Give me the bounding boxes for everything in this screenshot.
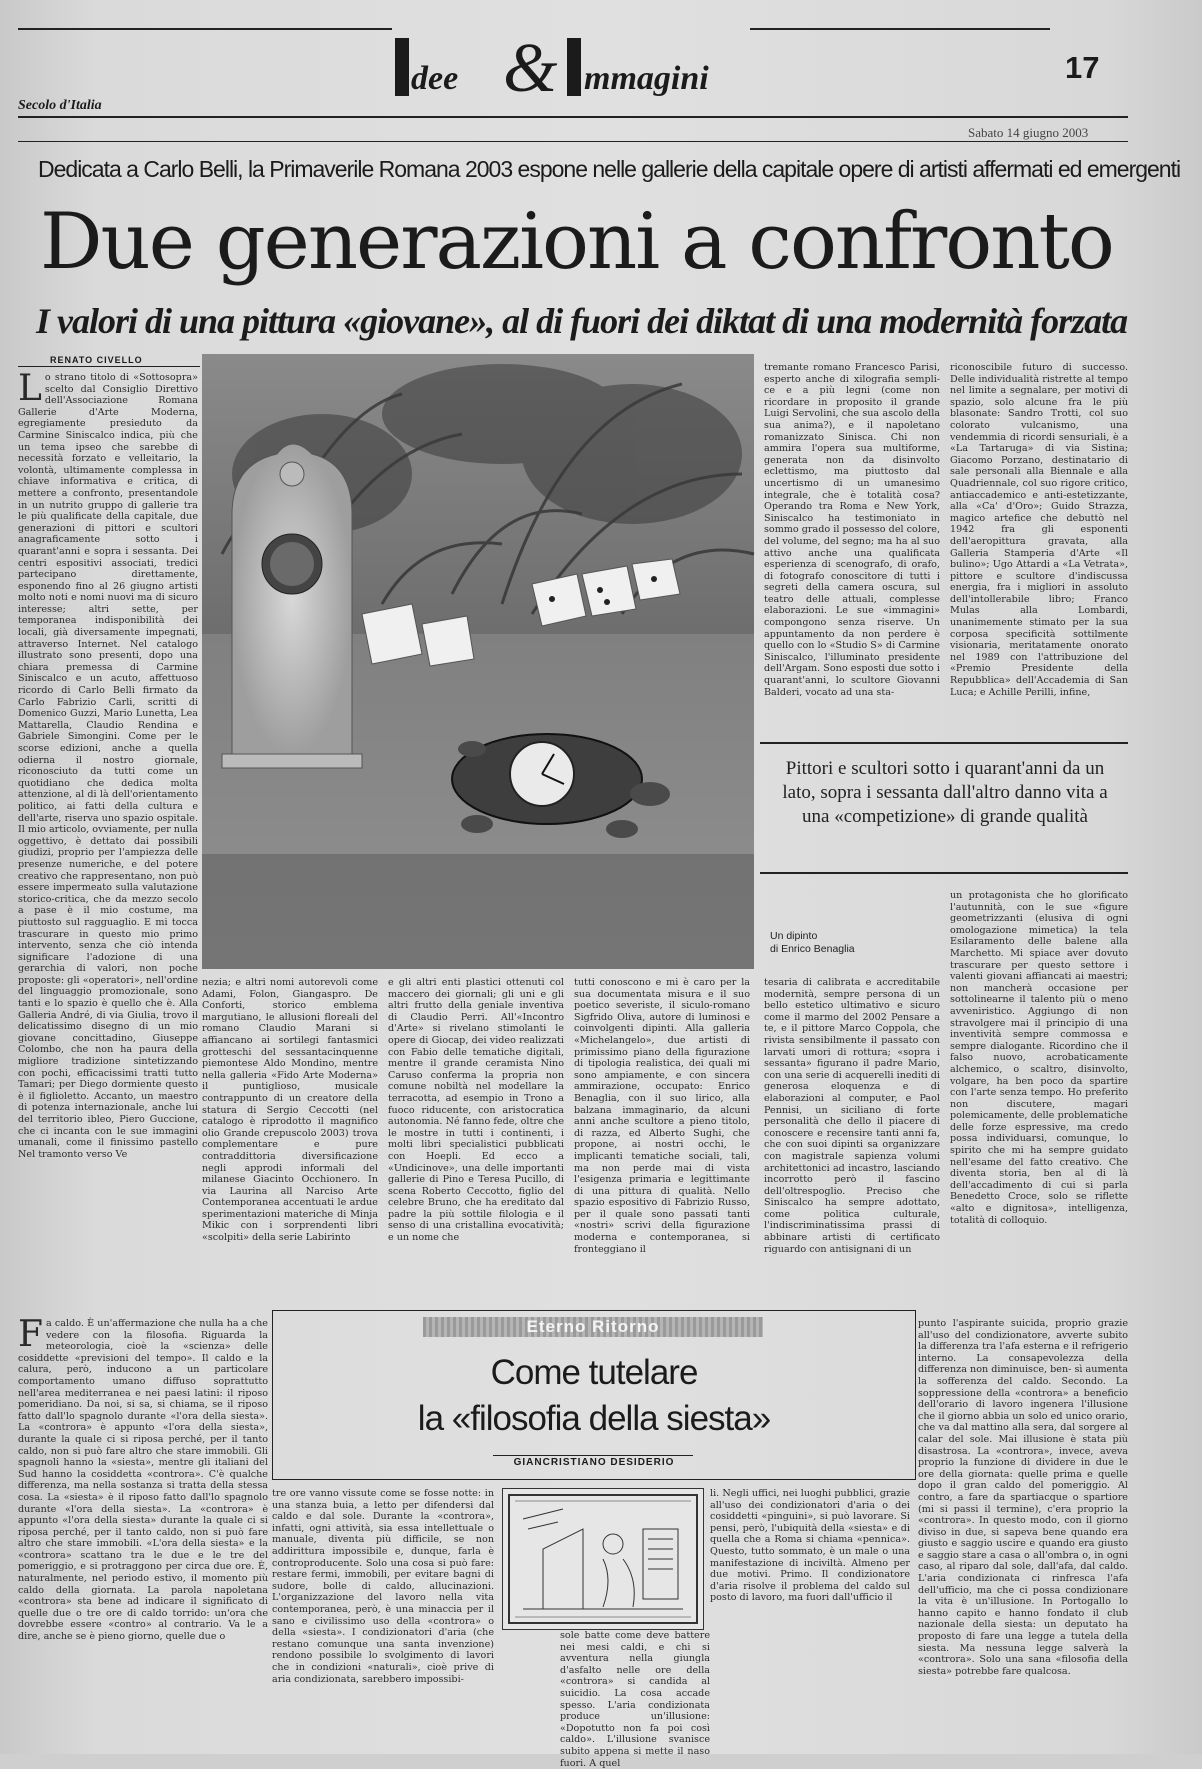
sidebar-column-4 (918, 1318, 1128, 1748)
caption-line-1: Un dipinto (770, 930, 818, 942)
col6-text: riconoscibile futuro di successo. Delle individualità ristrette al tempo nel limite a segnalare, per motivi di spazio, solo alcune fra le più blasonate: Sandro Trotti, col suo colorato vulcanismo, una vendemmia di ricordi sensuriali, è a «La Tartaruga» di via Sistina; Giacomo Porzano, destinatario di sale personali alla Biennale e alla Quadriennale, col suo rigore critico, antiaccademico e anti-estetizzante, alla «Ca' d'Oro»; Guido Strazza, magico artefice che debuttò nel 1942 fra gli esponenti dell'aeropittura gravata, alla Galleria Stamperia d'Arte «Il bulino»; Ugo Attardi a «La Vetrata», pittore e scultore d'indiscussa energia, fra i migliori in assoluto dell'intollerabile libro; Franco Mulas alla Lombardi, unanimemente stimato per la sua corposa specificità sottilmente visionaria, meritatamente onorato nel 1989 con l'attribuzione del «Premio Presidente della Repubblica» dell'Accademia di San Luca; e Achille Perilli, infine, (950, 362, 1128, 698)
sidebar-title-box (272, 1310, 916, 1480)
col4-text: tutti conoscono e mi è caro per la sua documentata misura e il suo poetico severiste, il siculo-romano Sigfrido Oliva, autore di luminosi e coinvolgenti dipinti. Alla galleria «Michelangelo», due artisti di primissimo piano della figurazione di tipologia realistica, dei quali mi sono ampiamente, e con sincera ammirazione, occupato: Enrico Benaglia, con il suo lirico, alla balzana immaginario, da alcuni anni anche scultore a pieno titolo, di razza, ed Alberto Sughi, che propone, ai nostri occhi, le implicanti tematiche sociali, tali, ma non perde mai di vista l'esigenza primaria e legittimante di una pittura di qualità. Nello spazio espositivo di Fabrizio Russo, per il quale sono passati tanti «nostri» scrivi della figurazione moderna e contemporanea, si fronteggiano il (574, 977, 750, 1255)
dropcap-f: F (18, 1314, 43, 1355)
article-column-6 (950, 362, 1128, 732)
article-column-2 (202, 977, 378, 1363)
sidebar-col2-text: tre ore vanno vissute come se fosse notte: in una stanza buia, a letto per difendersi dal caldo e dal sole. Durante la «controra», infatti, ogni attività, sia essa intellettuale o manuale, diventa più difficile, se non addirittura impossibile e, dunque, farla è controproducente. Solo una cosa si può fare: restare fermi, immobili, per evitare bagni di sudore, bolle di caldo, allucinazioni. L'organizzazione del lavoro nella vita contemporanea, però, è una minaccia per il sano e civilissimo uso della «controra» o della «siesta». I condizionatori d'aria (che restano comunque una santa invenzione) rendono possibile lo svolgimento di lavori che in condizioni «naturali», cioè prive di aria condizionata, sarebbero impossibi- (272, 1488, 494, 1685)
painting-photo (202, 354, 754, 969)
article-column-1 (18, 368, 198, 1364)
sidebar-col3-text: li. Negli uffici, nei luoghi pubblici, grazie all'uso dei condizionatori d'aria o dei cosiddetti «pinguini», si può lavorare. Si pensi, però, l'ubiquità della «siesta» e di quella che a Roma si chiama «pennica». Questo, tutto sommato, è un male o una manifestazione di inciviltà. Almeno per due motivi. Primo. Il condizionatore d'aria risolve il problema del caldo sul posto di lavoro, ma fuori dall'ufficio il (710, 1488, 910, 1604)
byline-rule (493, 1455, 693, 1456)
woodcut-illustration (502, 1488, 704, 1630)
author-byline: RENATO CIVELLO (50, 355, 143, 365)
section-bar-left (395, 38, 409, 96)
pull-quote: Pittori e scultori sotto i quarant'anni da un lato, sopra i sessanta dall'altro danno vita a una «competizione» di grande qualità (782, 758, 1108, 827)
sidebar-column-3 (710, 1488, 910, 1748)
col2-text: nezia; e altri nomi autorevoli come Adami, Folon, Giangaspro. De Conforti, storico emblema margutiano, le allusioni floreali del romano Claudio Marani si affiancano ai sortilegi fantasmici grotteschi del sessantacinquenne piemontese Aldo Mondino, mentre nella galleria «Fido Arte Moderna» il puntiglioso, musicale contrappunto di un creatore della statura di Sergio Ceccotti (nel catalogo è riprodotto il magnifico olio Grande crepuscolo 2003) trova complementare e pure contraddittoria diversificazione negli approdi informali del milanese Giacinto Occhionero. In via Laurina all Narciso Arte Contemporanea accentuati le ardue sperimentazioni materiche di Minja Mikic con i sorprendenti libri «scolpiti» della serie Labirinto (202, 977, 378, 1244)
main-headline: Due generazioni a confronto (40, 197, 1113, 287)
photo-caption (770, 930, 930, 956)
section-word-2: mmagini (584, 60, 709, 97)
rubric-label: Eterno Ritorno (526, 1317, 660, 1336)
article-column-3 (388, 977, 564, 1363)
painting-illustration (202, 354, 754, 969)
header-rule-long (18, 116, 1128, 118)
sidebar-headline-line-1: Come tutelare (490, 1353, 698, 1392)
newspaper-masthead: Secolo d'Italia (18, 98, 102, 113)
section-bar-right (567, 38, 581, 96)
article-column-5b (764, 977, 940, 1363)
sidebar-col1-text: a caldo. È un'affermazione che nulla ha a che vedere con la filosofia. Riguarda la meteorologia, cioè la «scienza» delle cosiddette «previsioni del tempo». Il caldo e la calura, però, inducono a un particolare comportamento umano diffuso soprattutto nell'area mediterranea e nei paesi latini: il riposo pomeridiano. Da noi, si sa, si chiama, se il riposo fatto dall'lo spagnolo durante «l'ora della siesta». La «controra» è appunto «l'ora della siesta», durante la quale ci si riposa perché, per il tanto caldo, non si può fare altro che stare immobili. Gli spagnoli hanno la «siesta», mentre gli italiani del Sud hanno la cosiddetta «controra». C'è qualche differenza, ma nella sostanza si tratta della stessa cosa. La «siesta» è il riposo fatto dall'lo spagnolo durante «l'ora della siesta». La «controra» è appunto «l'ora della siesta» durante la quale ci si riposa perché, per il tanto caldo, non si può fare altro che stare immobili. «L'ora della siesta» e la «controra» scattano tra le due e le tre del pomeriggio, e si protraggono per circa due ore. È, naturalmente, nel periodo estivo, il momento più caldo della giornata. La parola napoletana «controra» sta bene ad indicare il significato di quelle due o tre ore di caldo torrido: un'ora che dovrebbe essere «contro» al contrario. Va le a dire, anche se è pieno giorno, quelle due o (18, 1318, 268, 1643)
sidebar-headline-line-2: la «filosofia della siesta» (417, 1399, 771, 1438)
clock-tower (222, 444, 362, 768)
issue-date: Sabato 14 giugno 2003 (968, 125, 1089, 140)
article-column-5 (764, 362, 940, 732)
col5-text: tremante romano Francesco Parisi, esperto anche di xilografia sempli‑ ce e a più legni (come non ricordare in proposito il grande Luigi Servolini, che sua ascolo della sua anima?), e il napoletano romanizzato Sinisca. Chi non ammira l'opera sua multiforme, generata non da disinvolto eclettismo, ma piuttosto dal uncertismo di un umanesimo integrale, che è totalità cosa? Operando tra Roma e New York, Siniscalco ha testimoniato in sommo grado il possesso del colore, del volume, del segno; ma ha al suo attivo anche una qualificata esperienza di scenografo, di orafo, di fotografo conoscitore di tutti i segreti della camera oscura, sul teatro delle attuali, complesse elaborazioni. Le sue «immagini» compongono senza riserve. Un appuntamento da non perdere è quello con lo «Studio S» di Carmine Siniscalco, l'illuminato presidente dell'Argam. Sono esposti due sotto i quarant'anni, lo scultore Giovanni Balderi, vocato ad una sta- (764, 362, 940, 698)
dropcap-l: L (18, 368, 42, 409)
article-column-6b (950, 890, 1128, 1360)
col3-text: e gli altri enti plastici ottenuti col maccero dei giornali; gli uni e gli altri frutto della geniale inventiva di Claudio Perri. All'«Incontro d'Arte» si rivelano stimolanti le opere di Giocap, dei video realizzati con Fabio delle tematiche digitali, mentre il grande ceramista Nino Caruso conferma la propria non comune nobiltà nel modellare la terracotta, ad esempio in Trono a fuoco riducente, con aristocratica autonomia. Né fanno fede, oltre che le mostre in tutti i continenti, i molti libri specialistici pubblicati con Hoepli. Ed ecco a «Undicinove», una delle importanti gallerie di Pino e Teresa Pucillo, di scena Roberto Ceccotto, figlio del celebre Bruno, che ha ereditato dal padre la più sottile filologia e il senso di una cristallina evocatività; e un nome che (388, 977, 564, 1244)
header-rule-thin (18, 141, 1128, 142)
col6b-text: un protagonista che ho glorificato l'autunnità, con le sue «figure geometrizzanti (elusiva di ogni omologazione mimetica) la tela Esilaramento delle balene alla Marchetto. Mi spiace aver dovuto trascurare per questo settore i valenti giovani affiancati ai maestri; non mancherà occasione per sottolinearne il talento più o meno avveniristico. Aggiungo di non stravolgere mai il principio di una inventività sempre commossa e sempre dialogante. Ricordino che il falso nuovo, acrobaticamente alchemico, o scaltro, disinvolto, volgare, ha ben poco da spartire con l'arte senza tempo. Ho preferito non discutere, magari polemicamente, delle problematiche delle forze espressive, ma credo possa individuarsi, comunque, lo spirito che mi ha sempre guidato nell'esame del fatto creativo. Che diventa storia, ben al di là dell'accadimento di cui si parla Benedetto Croce, solo se riflette «alto e dignitosa», intelligenza, totalità di colloquio. (950, 890, 1128, 1226)
caption-line-2: di Enrico Benaglia (770, 943, 855, 955)
pullquote-rule-top (760, 742, 1128, 744)
header-rule-right (750, 28, 1050, 30)
ampersand: & (503, 30, 558, 107)
sidebar-author: GIANCRISTIANO DESIDERIO (513, 1457, 675, 1468)
sidebar-col3b-text: sole batte come deve battere nei mesi caldi, e chi si avventura nella giungla d'asfalto nelle ore della «controra» si candida al suicidio. La cosa accade spesso. L'aria condizionata produce un'illusione: «Dopotutto non fa poi così caldo». L'illusione svanisce subito appena si mette il naso fuori. A quel (560, 1630, 710, 1769)
subheadline: I valori di una pittura «giovane», al di fuori dei diktat di una modernità forzata (36, 301, 1128, 341)
section-title (395, 30, 755, 110)
col5b-text: tesaria di calibrata e accreditabile modernità, sempre persona di un bello estetico ultimativo e sicuro come il marmo del 2002 Pensare a te, e il pittore Marco Coppola, che rivista sensibilmente il passato con larvati umori di rottura; «sopra i sessanta» figurano il padre Mario, con una serie di acquerelli inediti di generosa eloquenza e di elaborazioni al computer, e Paol Pennisi, un siciliano di forte personalità che dello il piacere di conoscere e recensire tanti anni fa, che con suoi dipinti sa organizzare con magistrale sapienza volumi architettonici ad incastro, lasciando incorrotto però il fascino dell'oltrespoglio. Preciso che Siniscalco ha sempre adottato, come politica culturale, l'indiscriminatissima prassi di abbinare artisti di certificato riguardo con antisignani di un (764, 977, 940, 1255)
woodcut-svg (503, 1489, 703, 1629)
section-word-1: dee (411, 60, 459, 97)
page-number: 17 (1065, 50, 1100, 85)
article-column-4 (574, 977, 750, 1363)
sidebar-col4-text: punto l'aspirante suicida, proprio grazie all'uso del condizionatore, avverte subito la differenza tra l'afa esterna e il refrigerio interno. La consapevolezza della differenza non diminuisce, ben‑ sì aumenta la sofferenza del caldo. Secondo. La soppressione della «controra» a beneficio dell'orario di lavoro ingenera l'illusione che il giorno abbia un solo ed unico orario, che va dal mattino alla sera, dal sorgere al calar del sole. Mai illusione è stata più disastrosa. La «controra», invece, aveva proprio la funzione di dividere in due le ore della giornata: quelle prima e quelle dopo il gran caldo del pomeriggio. Al contro, a fare da spartiacque o spartiore (mi si passi il termine), c'era proprio la «controra». In questo modo, con il giorno diviso in due, si sapeva bene quando era giusto e saggio uscire e quando era giusto e saggio stare a casa o all'ombra o, in ogni caso, al riparo dal sole, dall'afa, dal caldo. L'aria condizionata ci rinfresca l'afa dell'ufficio, ma che ci possa condizionare la vita è un'illusione. In Portogallo lo hanno capito e hanno fondato il club nazionale della siesta: un deputato ha proposto di fare una legge a tutela della siesta. Ma nessuna legge salverà la «controra». Solo una sana «filosofia della siesta» potrebbe fare qualcosa. (918, 1318, 1128, 1677)
overline: Dedicata a Carlo Belli, la Primaverile Romana 2003 espone nelle gallerie della capitale opere di artisti affermati ed emergenti (38, 156, 1181, 182)
sidebar-column-3b (560, 1630, 710, 1769)
col1-text: o strano titolo di «Sottosopra» scelto dal Consiglio Direttivo dell'Associazione Romana Gallerie d'Arte Moderna, egregiamente presieduto da Carmine Siniscalco indica, più che un tema ipseo che sarebbe di necessità forzato e velleitario, la volontà, ultimamente complessa in chiave informativa e critica, di mettere a confronto, presentandole in un nutrito gruppo di gallerie tra le più qualificate della capitale, due generazioni di pittori e scultori anagraficamente sotto i quarant'anni e sopra i sessanta. Dei centri espositivi associati, tredici partecipano direttamente, esponendo fino al 26 giugno artisti molto noti e nomi nuovi ma di sicuro interesse; altri sette, per temporanea indisponibilità dei locali, già diversamente impegnati, attraverso Internet. Nel catalogo illustrato sono presenti, dopo una chiara premessa di Carmine Siniscalco e un acuto, affettuoso ricordo di Carlo Belli firmato da Carlo Fabrizio Carli, scritti di Domenico Guzzi, Mario Lunetta, Lea Mattarella, Claudio Rendina e Gabriele Simongini. Come per le scorse edizioni, anche a quella odierna il nostro giornale, riconosciuto da tutti come un quotidiano che dedica molta attenzione, al di là dell'orientamento politico, ai fatti della cultura e dell'arte, riserva uno spazio ospitale. Il mio articolo, ovviamente, per nulla oggettivo, è dettato dai possibili giudizi, proprio per l'ampiezza delle presenze numeriche, e del potere creativo che rappresentano, non può essere impermeato sulla valutazione storico-critica, che da mezzo secolo a pase è il mio costume, ma piuttosto sul ragguaglio. E mi tocca trascurare in questo mio primo intervento, senza che ciò intenda significare l'adozione di una gerarchia di valori, non poche proposte: gli «operatori», nell'ordine del linguaggio promozionale, sono tanti e lo spazio è quello che è. Alla Galleria André, di via Giulia, trovo il delicatissimo disegno di un mio giovane concittadino, Giuseppe Colombo, che non ha paura della migliore tradizione sintetizzando con pochi, efficacissimi tratti tutto Tamari; per Diego dormiente questo è il figlioletto. Accanto, un maestro di potenza internazionale, anche lui del territorio ibleo, Piero Guccione, che ci incanta con le sue immagini umanali, come il finissimo pastello Nel tramonto verso Ve (18, 372, 198, 1160)
header-rule-left (18, 28, 392, 30)
sidebar-column-1 (18, 1314, 268, 1748)
sidebar-column-2 (272, 1488, 494, 1748)
pullquote-rule-bottom (760, 872, 1128, 874)
author-rule (18, 366, 200, 367)
